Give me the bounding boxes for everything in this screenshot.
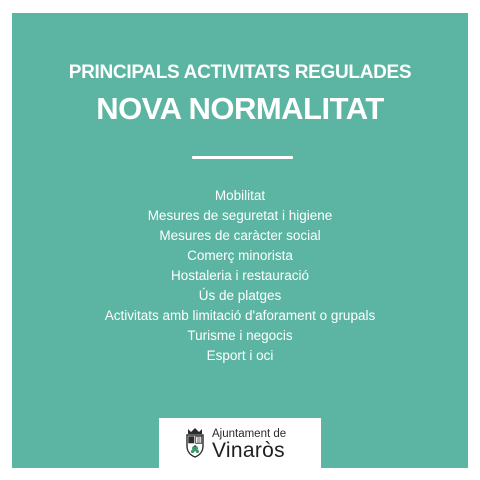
logo-text-line2: Vinaròs [212,439,285,462]
vinaros-crest-icon [185,427,205,458]
topic-item: Activitats amb limitació d'aforament o grupals [104,308,376,323]
poster-title: NOVA NORMALITAT [96,91,384,126]
topic-item: Turisme i negocis [187,328,293,343]
topic-item: Esport i oci [206,348,274,363]
logo-text-line1: Ajuntament de [212,428,287,440]
topic-item: Mesures de caràcter social [159,228,321,243]
topic-item: Comerç minorista [187,248,293,263]
topic-item: Ús de platges [198,288,282,303]
municipal-logo [159,418,321,468]
title-divider [192,156,293,159]
topic-item: Mesures de seguretat i higiene [147,208,333,223]
topic-list [12,186,468,366]
topic-item: Mobilitat [214,188,266,203]
topic-item: Hostaleria i restauració [170,268,310,283]
teal-panel [12,13,468,468]
poster-subtitle: PRINCIPALS ACTIVITATS REGULADES [68,62,412,83]
